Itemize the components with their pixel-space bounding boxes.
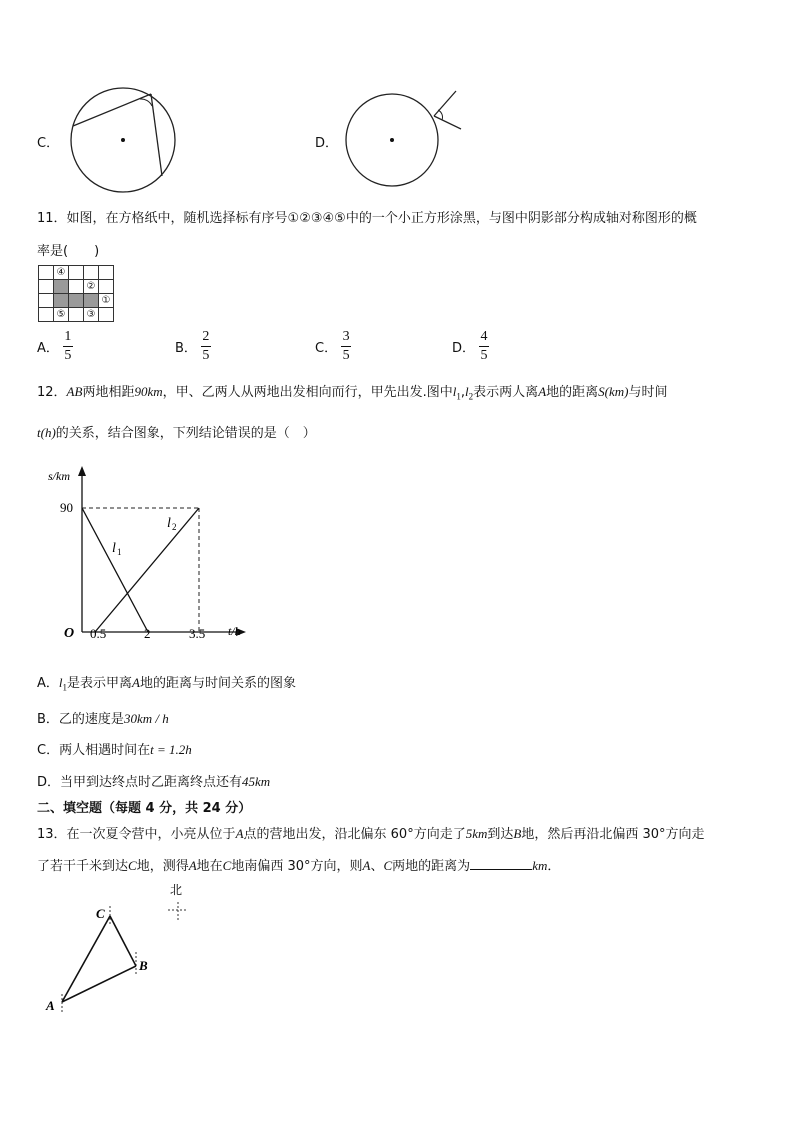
graph-x-tick-35: 3.5: [189, 626, 206, 641]
point-b-label: B: [139, 958, 148, 973]
graph-origin: O: [64, 626, 75, 641]
graph-xlabel: t/h: [228, 624, 241, 638]
q12-option-a: A．$l_1$是表示甲离A地的距离与时间关系的图象: [37, 675, 297, 693]
q11-option-d: D． $\frac{4}{5}$: [452, 329, 488, 363]
q13-figure: [40, 880, 200, 1020]
graph-x-tick-05: 0.5: [90, 626, 107, 641]
q12-stem-line1: 12．AB两地相距90km，甲、乙两人从两地出发相向而行，甲先出发.图中$l_1,l_2$表示两人离A地的距离S(km)与时间: [37, 384, 668, 402]
section-fill-in-heading: 二、填空题（每题 4 分，共 24 分）: [37, 801, 252, 816]
grid-mark-2: ②: [84, 280, 99, 294]
graph-l1-label: l: [112, 541, 116, 556]
q11-stem-line1: 11．如图，在方格纸中，随机选择标有序号①②③④⑤中的一个小正方形涂黑，与图中阴影部分构成轴对称图形的概: [37, 211, 697, 226]
q11-option-c-fraction: $\frac{3}{5}$: [342, 329, 350, 363]
q11-grid: [38, 265, 114, 322]
graph-l2-sub: 2: [172, 522, 177, 532]
q11-option-b-fraction: $\frac{2}{5}$: [202, 329, 210, 363]
q11-stem-line2: 率是( ): [37, 244, 100, 259]
graph-l2-label: l: [167, 516, 171, 531]
q13-answer-blank: [470, 857, 532, 870]
graph-line-l1: [82, 508, 148, 632]
grid-mark-1: ①: [99, 294, 114, 308]
graph-y-tick-90: 90: [60, 500, 73, 515]
q12-stem-line2: t(h)的关系，结合图象，下列结论错误的是（ ）: [37, 425, 316, 441]
q11-option-c: C． $\frac{3}{5}$: [315, 329, 350, 363]
graph-l1-sub: 1: [117, 547, 122, 557]
q10-option-d-figure: [342, 88, 468, 192]
q10-option-c-figure: [66, 84, 184, 196]
q13-stem-line1: 13．在一次夏令营中，小亮从位于A点的营地出发，沿北偏东 60°方向走了5km到达B地，然后再沿北偏西 30°方向走: [37, 826, 705, 842]
grid-mark-4: ④: [54, 266, 69, 280]
q11-option-a: A． $\frac{1}{5}$: [37, 329, 72, 363]
q10-option-c-label: C．: [37, 136, 60, 151]
grid-mark-3: ③: [84, 308, 99, 322]
north-label: 北: [170, 883, 183, 897]
q12-option-d: D．当甲到达终点时乙距离终点还有45km: [37, 774, 271, 790]
q13-stem-line2: 了若干千米到达C地，测得A地在C地南偏西 30°方向，则A、C两地的距离为 km．: [37, 858, 561, 874]
q12-option-c: C．两人相遇时间在t = 1.2h: [37, 742, 192, 758]
graph-ylabel: s/km: [48, 469, 70, 483]
q11-option-a-fraction: $\frac{1}{5}$: [64, 329, 72, 363]
q12-option-b: B．乙的速度是30km / h: [37, 711, 169, 727]
q11-option-b: B． $\frac{2}{5}$: [175, 329, 210, 363]
graph-x-tick-2: 2: [144, 626, 151, 641]
point-a-label: A: [46, 998, 55, 1013]
q12-graph: [40, 460, 260, 645]
q10-option-d-label: D．: [315, 136, 339, 151]
graph-line-l2: [95, 508, 199, 632]
q11-option-d-fraction: $\frac{4}{5}$: [480, 329, 488, 363]
point-c-label: C: [96, 906, 105, 921]
grid-mark-5: ⑤: [54, 308, 69, 322]
